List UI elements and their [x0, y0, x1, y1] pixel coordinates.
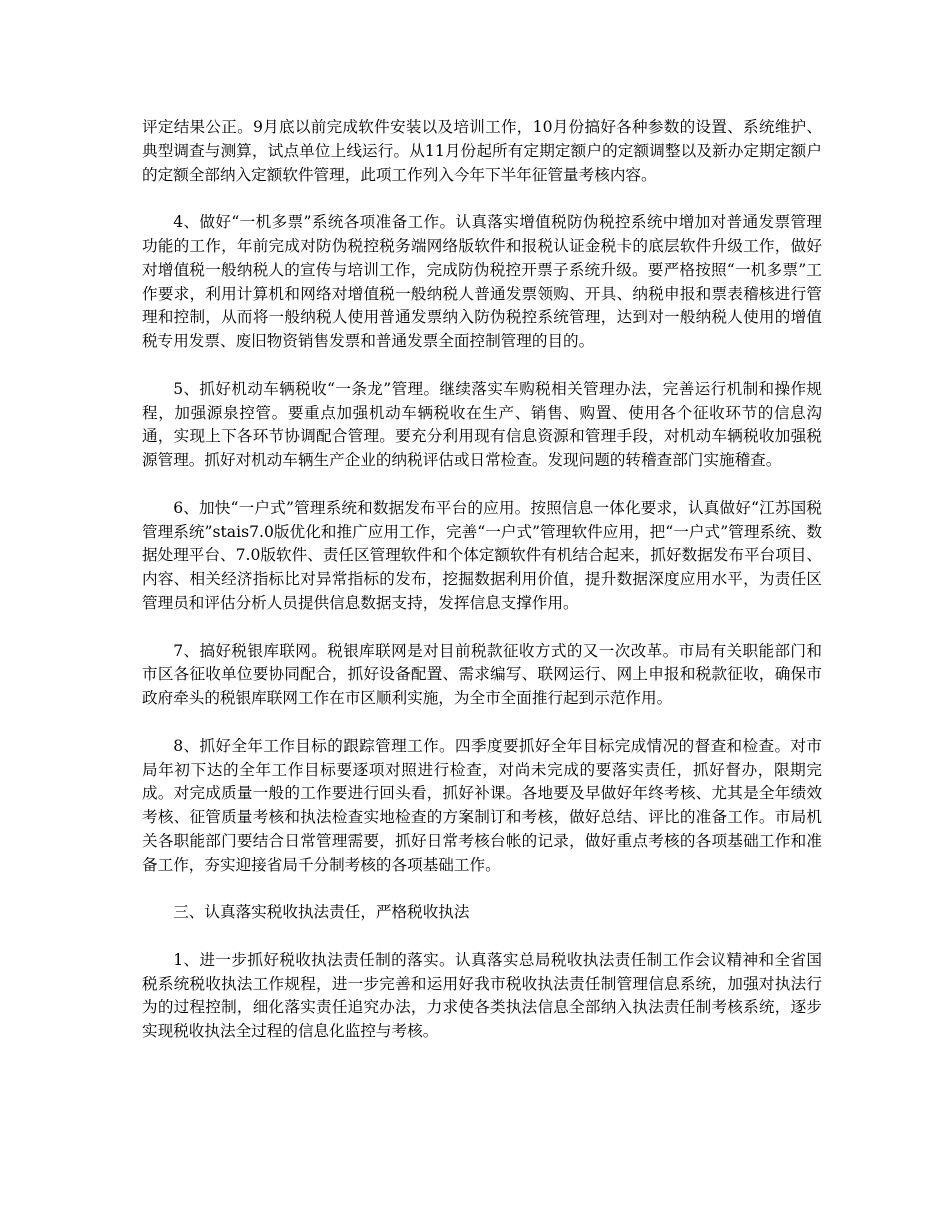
paragraph-continuation: 评定结果公正。9月底以前完成软件安装以及培训工作，10月份搞好各种参数的设置、系统维护、典型调查与测算，试点单位上线运行。从11月份起所有定期定额户的定额调整以及新办定期定额户的定额全部纳入定额软件管理，此项工作列入今年下半年征管量考核内容。	[142, 118, 822, 184]
paragraph-item-8: 8、抓好全年工作目标的跟踪管理工作。四季度要抓好全年目标完成情况的督查和检查。对市局年初下达的全年工作目标要逐项对照进行检查，对尚未完成的要落实责任，抓好督办，限期完成。对完成质量一般的工作要进行回头看，抓好补课。各地要及早做好年终考核、尤其是全年绩效考核、征管质量考核和执法检查实地检查的方案制订和考核，做好总结、评比的准备工作。市局机关各职能部门要结合日常管理需要，抓好日常考核台帐的记录，做好重点考核的各项基础工作和准备工作，夯实迎接省局千分制考核的各项基础工作。	[142, 736, 822, 874]
paragraph-item-6: 6、加快“一户式”管理系统和数据发布平台的应用。按照信息一体化要求，认真做好“江苏国税管理系统”stais7.0版优化和推广应用工作，完善“一户式”管理软件应用，把“一户式”管理系统、数据处理平台、7.0版软件、责任区管理软件和个体定额软件有机结合起来，抓好数据发布平台项目、内容、相关经济指标比对异常指标的发布，挖掘数据利用价值，提升数据深度应用水平，为责任区管理员和评估分析人员提供信息数据支持，发挥信息支撑作用。	[142, 498, 822, 612]
paragraph-item-4: 4、做好“一机多票”系统各项准备工作。认真落实增值税防伪税控系统中增加对普通发票管理功能的工作，年前完成对防伪税控税务端网络版软件和报税认证金税卡的底层软件升级工作，做好对增值税一般纳税人的宣传与培训工作，完成防伪税控开票子系统升级。要严格按照“一机多票”工作要求，利用计算机和网络对增值税一般纳税人普通发票领购、开具、纳税申报和票表稽核进行管理和控制，从而将一般纳税人使用普通发票纳入防伪税控系统管理，达到对一般纳税人使用的增值税专用发票、废旧物资销售发票和普通发票全面控制管理的目的。	[142, 213, 822, 351]
paragraph-item-7: 7、搞好税银库联网。税银库联网是对目前税款征收方式的又一次改革。市局有关职能部门和市区各征收单位要协同配合，抓好设备配置、需求编写、联网运行、网上申报和税款征收，确保市政府牵头的税银库联网工作在市区顺利实施，为全市全面推行起到示范作用。	[142, 641, 822, 708]
section-heading-3: 三、认真落实税收执法责任，严格税收执法	[173, 903, 470, 922]
paragraph-item-5: 5、抓好机动车辆税收“一条龙”管理。继续落实车购税相关管理办法，完善运行机制和操作规程，加强源泉控管。要重点加强机动车辆税收在生产、销售、购置、使用各个征收环节的信息沟通，实现上下各环节协调配合管理。要充分利用现有信息资源和管理手段，对机动车辆税收加强税源管理。抓好对机动车辆生产企业的纳税评估或日常检查。发现问题的转稽查部门实施稽查。	[142, 379, 822, 470]
document-body	[142, 116, 822, 1068]
paragraph-section3-item-1: 1、进一步抓好税收执法责任制的落实。认真落实总局税收执法责任制工作会议精神和全省国税系统税收执法工作规程，进一步完善和运用好我市税收执法责任制管理信息系统，加强对执法行为的过程控制，细化落实责任追究办法，力求使各类执法信息全部纳入执法责任制考核系统，逐步实现税收执法全过程的信息化监控与考核。	[142, 950, 822, 1041]
